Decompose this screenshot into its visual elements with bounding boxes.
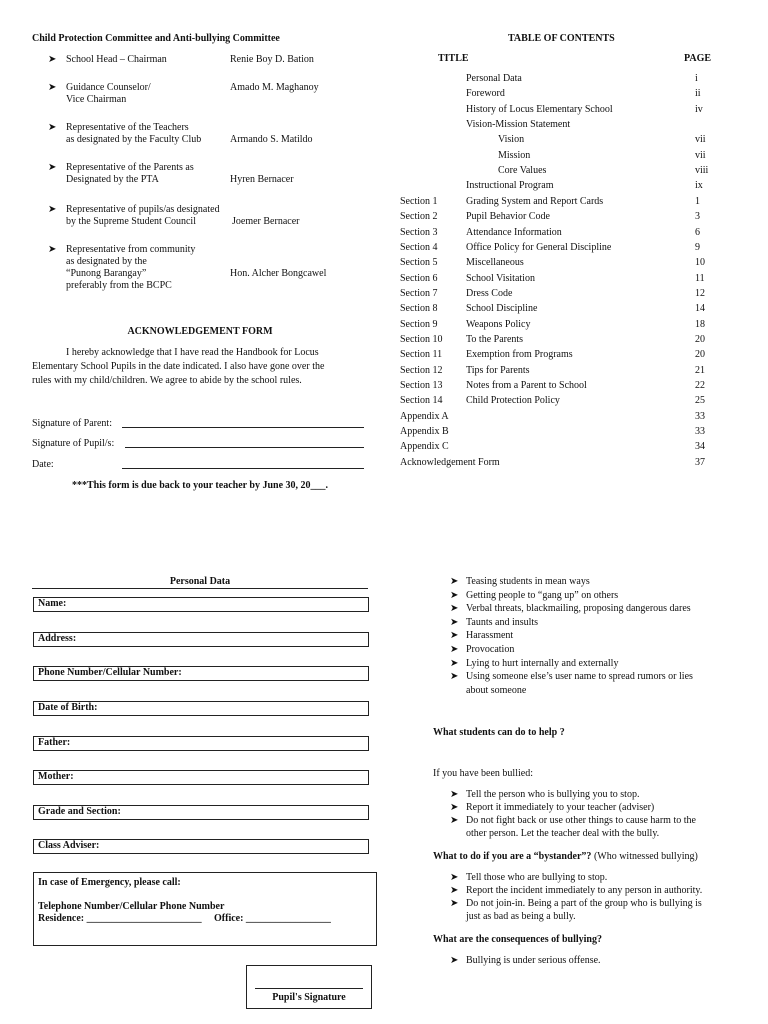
toc-section: Section 13: [400, 380, 443, 391]
bullet-arrow-icon: ➤: [450, 671, 459, 683]
toc-page: iv: [695, 103, 703, 115]
toc-row: [0, 411, 768, 425]
toc-title: Office Policy for General Discipline: [466, 241, 612, 253]
ack-body-line-2: Elementary School Pupils in the date indicated. I also have gone over the: [32, 361, 325, 372]
toc-page: 22: [695, 380, 705, 391]
bullet-arrow-icon: ➤: [450, 815, 459, 826]
toc-row: [0, 211, 768, 225]
committee-role: Designated by the PTA: [66, 174, 159, 185]
toc-page: 21: [695, 364, 705, 376]
personal-field[interactable]: [33, 597, 369, 612]
personal-field[interactable]: [33, 839, 369, 854]
toc-section: Section 12: [400, 364, 443, 376]
ack-body-line-3: rules with my child/children. We agree to abide by the school rules.: [32, 375, 302, 386]
toc-title: To the Parents: [466, 333, 524, 345]
committee-role: Representative of the Parents as: [66, 162, 194, 173]
toc-title: History of Locus Elementary School: [466, 103, 613, 115]
toc-title: Vision-Mission Statement: [466, 119, 571, 131]
bullet-text: Using someone else’s user name to spread rumors or lies: [466, 671, 693, 683]
toc-title: Exemption from Programs: [466, 349, 573, 361]
toc-title: Grading System and Report Cards: [466, 195, 604, 207]
toc-section: Section 7: [400, 287, 438, 299]
toc-row: [0, 119, 768, 133]
toc-col-page: PAGE: [684, 53, 712, 64]
toc-page: 37: [695, 456, 705, 468]
sig-pupil-label: Signature of Pupil/s:: [32, 438, 115, 449]
bullet-text: Taunts and insults: [466, 616, 539, 628]
bullet-arrow-icon: ➤: [450, 872, 459, 883]
pupil-signature-line: [255, 988, 363, 989]
office-field[interactable]: Office: _________________: [214, 913, 331, 924]
sig-parent-label: Signature of Parent:: [32, 418, 112, 429]
toc-row: [0, 196, 768, 210]
toc-section: Section 4: [400, 241, 438, 253]
toc-section: Section 10: [400, 333, 443, 345]
personal-field-label: Mother:: [38, 771, 74, 782]
bystander-heading: [433, 851, 698, 862]
toc-section: Section 14: [400, 395, 443, 407]
toc-title: School Visitation: [466, 272, 535, 284]
emergency-label: In case of Emergency, please call:: [38, 877, 181, 888]
personal-field-label: Father:: [38, 737, 71, 748]
bullet-arrow-icon: ➤: [48, 204, 57, 215]
pupil-signature-label: Pupil's Signature: [272, 992, 346, 1003]
toc-row: [0, 180, 768, 194]
toc-title: Attendance Information: [466, 226, 562, 238]
toc-row: [0, 165, 768, 179]
ack-body-line-1: I hereby acknowledge that I have read the Handbook for Locus: [66, 347, 319, 358]
bullet-text: other person. Let the teacher deal with the bully.: [466, 828, 660, 839]
toc-row: [0, 365, 768, 379]
toc-page: 34: [695, 441, 705, 453]
toc-section: Section 1: [400, 195, 438, 207]
committee-role: by the Supreme Student Council: [66, 216, 196, 227]
personal-field[interactable]: [33, 736, 369, 751]
bullet-text: Teasing students in mean ways: [466, 576, 590, 587]
toc-title: Tips for Parents: [466, 364, 530, 376]
personal-field-label: Name:: [38, 598, 67, 609]
toc-page: 1: [695, 195, 700, 207]
toc-page: 20: [695, 333, 705, 345]
toc-row: [0, 257, 768, 271]
committee-role: as designated by the: [66, 256, 147, 267]
toc-page: 25: [695, 395, 705, 407]
toc-row: [0, 457, 768, 471]
toc-page: viii: [695, 165, 709, 177]
if-bullied-label: If you have been bullied:: [433, 768, 533, 779]
bullet-text: about someone: [466, 684, 527, 696]
toc-title: Child Protection Policy: [466, 395, 560, 407]
toc-page: 3: [695, 211, 700, 223]
bullet-arrow-icon: ➤: [450, 955, 459, 966]
toc-title: Core Values: [498, 165, 547, 177]
toc-row: [0, 134, 768, 148]
committee-name: Hyren Bernacer: [230, 174, 294, 185]
bullet-arrow-icon: ➤: [450, 657, 459, 669]
toc-page: 9: [695, 241, 700, 253]
toc-section: Appendix A: [400, 410, 449, 422]
toc-page: 18: [695, 318, 705, 330]
toc-section: Section 5: [400, 257, 438, 269]
personal-field[interactable]: [33, 805, 369, 820]
toc-section: Acknowledgement Form: [400, 456, 500, 468]
toc-title: Personal Data: [466, 73, 522, 84]
personal-field-label: Class Adviser:: [38, 840, 100, 851]
toc-title: Instructional Program: [466, 180, 554, 192]
toc-page: i: [695, 73, 698, 84]
toc-title: Vision: [498, 134, 525, 146]
committee-name: Renie Boy D. Bation: [230, 54, 314, 65]
bullet-arrow-icon: ➤: [450, 589, 459, 601]
toc-title: Weapons Policy: [466, 318, 531, 330]
toc-page: 33: [695, 426, 705, 438]
committee-role: Guidance Counselor/: [66, 82, 151, 93]
toc-title: Foreword: [466, 88, 505, 100]
toc-row: [0, 441, 768, 455]
toc-section: Section 11: [400, 349, 443, 361]
bullet-text: Lying to hurt internally and externally: [466, 657, 619, 669]
committee-name: Joemer Bernacer: [232, 216, 300, 227]
personal-field-label: Grade and Section:: [38, 806, 121, 817]
toc-section: Section 6: [400, 272, 438, 284]
bullet-text: Do not join-in. Being a part of the group who is bullying is: [466, 898, 702, 909]
toc-row: [0, 227, 768, 241]
toc-row: [0, 288, 768, 302]
bystander-note: (Who witnessed bullying): [591, 851, 698, 862]
toc-page: 6: [695, 226, 700, 238]
personal-field-label: Phone Number/Cellular Number:: [38, 667, 182, 678]
toc-title: Notes from a Parent to School: [466, 380, 587, 391]
committee-role: Representative of the Teachers: [66, 122, 189, 133]
consequences-heading: What are the consequences of bullying?: [433, 934, 602, 945]
committee-role: preferably from the BCPC: [66, 280, 172, 291]
toc-row: [0, 426, 768, 440]
toc-section: Section 9: [400, 318, 438, 330]
toc-row: [0, 334, 768, 348]
personal-field-label: Date of Birth:: [38, 702, 98, 713]
bullet-arrow-icon: ➤: [48, 82, 57, 93]
toc-title: Dress Code: [466, 287, 513, 299]
emergency-phone-label: Telephone Number/Cellular Phone Number: [38, 901, 225, 912]
toc-row: [0, 349, 768, 363]
toc-row: [0, 303, 768, 317]
bullet-text: Harassment: [466, 630, 514, 642]
toc-section: Appendix C: [400, 441, 449, 453]
bullet-arrow-icon: ➤: [450, 802, 459, 813]
personal-field[interactable]: [33, 632, 369, 647]
toc-row: [0, 88, 768, 102]
personal-data-title: Personal Data: [169, 576, 231, 587]
toc-page: 11: [695, 272, 705, 284]
toc-title: TABLE OF CONTENTS: [508, 33, 615, 44]
committee-role: “Punong Barangay”: [66, 268, 147, 279]
toc-page: 10: [695, 257, 705, 269]
toc-col-title: TITLE: [438, 53, 469, 64]
bullet-arrow-icon: ➤: [450, 885, 459, 896]
committee-name: Armando S. Matildo: [230, 134, 313, 145]
toc-row: [0, 104, 768, 118]
bullet-arrow-icon: ➤: [450, 576, 459, 587]
committee-role: Representative from community: [66, 244, 196, 255]
toc-page: 14: [695, 303, 705, 315]
bullet-arrow-icon: ➤: [450, 898, 459, 909]
toc-page: 12: [695, 287, 705, 299]
toc-title: Miscellaneous: [466, 257, 524, 269]
bullet-text: Provocation: [466, 644, 515, 655]
toc-section: Section 2: [400, 211, 438, 223]
toc-page: 20: [695, 349, 705, 361]
residence-field[interactable]: Residence: _______________________: [38, 913, 202, 924]
toc-section: Section 3: [400, 226, 438, 238]
toc-page: ii: [695, 88, 701, 100]
bullet-text: Tell those who are bullying to stop.: [466, 872, 608, 883]
toc-title: Mission: [498, 149, 531, 161]
personal-title-rule: [32, 588, 368, 589]
bullet-arrow-icon: ➤: [450, 644, 459, 655]
committee-name: Amado M. Maghanoy: [230, 82, 319, 93]
emergency-box[interactable]: [33, 872, 377, 946]
bullet-text: just as bad as being a bully.: [466, 911, 576, 922]
toc-row: [0, 73, 768, 87]
toc-section: Section 8: [400, 303, 438, 315]
committee-role: School Head – Chairman: [66, 54, 167, 65]
personal-field[interactable]: [33, 701, 369, 716]
toc-page: 33: [695, 410, 705, 422]
bullet-arrow-icon: ➤: [48, 162, 57, 173]
bullet-text: Do not fight back or use other things to cause harm to the: [466, 815, 696, 826]
bystander-heading-text: What to do if you are a “bystander”?: [433, 851, 592, 862]
bullet-arrow-icon: ➤: [48, 244, 57, 255]
help-heading: What students can do to help ?: [433, 727, 565, 738]
bullet-text: Report it immediately to your teacher (adviser): [466, 802, 655, 813]
bullet-arrow-icon: ➤: [48, 54, 57, 65]
bullet-text: Bullying is under serious offense.: [466, 955, 601, 966]
toc-title: School Discipline: [466, 303, 538, 315]
toc-row: [0, 319, 768, 333]
bullet-arrow-icon: ➤: [450, 616, 459, 628]
committee-heading: Child Protection Committee and Anti-bullying Committee: [32, 33, 280, 44]
toc-section: Appendix B: [400, 426, 449, 438]
personal-field[interactable]: [33, 666, 369, 681]
pupil-signature-box[interactable]: [246, 965, 372, 1009]
toc-row: [0, 395, 768, 409]
bullet-arrow-icon: ➤: [450, 603, 459, 615]
committee-name: Hon. Alcher Bongcawel: [230, 268, 327, 279]
personal-field[interactable]: [33, 770, 369, 785]
personal-field-label: Address:: [38, 633, 77, 644]
committee-role: as designated by the Faculty Club: [66, 134, 202, 145]
committee-role: Representative of pupils/as designated: [66, 204, 220, 215]
bullet-arrow-icon: ➤: [48, 122, 57, 133]
bullet-text: Tell the person who is bullying you to stop.: [466, 789, 640, 800]
toc-row: [0, 380, 768, 394]
toc-row: [0, 273, 768, 287]
bullet-arrow-icon: ➤: [450, 789, 459, 800]
committee-role: Vice Chairman: [66, 94, 127, 105]
bullet-text: Getting people to “gang up” on others: [466, 589, 619, 601]
toc-page: vii: [695, 149, 706, 161]
bullet-arrow-icon: ➤: [450, 630, 459, 642]
toc-row: [0, 150, 768, 164]
ack-title: ACKNOWLEDGEMENT FORM: [127, 326, 273, 337]
toc-row: [0, 242, 768, 256]
bullet-text: Verbal threats, blackmailing, proposing dangerous dares: [466, 603, 691, 615]
date-label: Date:: [32, 459, 54, 470]
toc-title: Pupil Behavior Code: [466, 211, 550, 223]
ack-due-note: ***This form is due back to your teacher by June 30, 20___.: [71, 480, 329, 491]
toc-page: vii: [695, 134, 706, 146]
bullet-text: Report the incident immediately to any person in authority.: [466, 885, 703, 896]
toc-page: ix: [695, 180, 703, 192]
